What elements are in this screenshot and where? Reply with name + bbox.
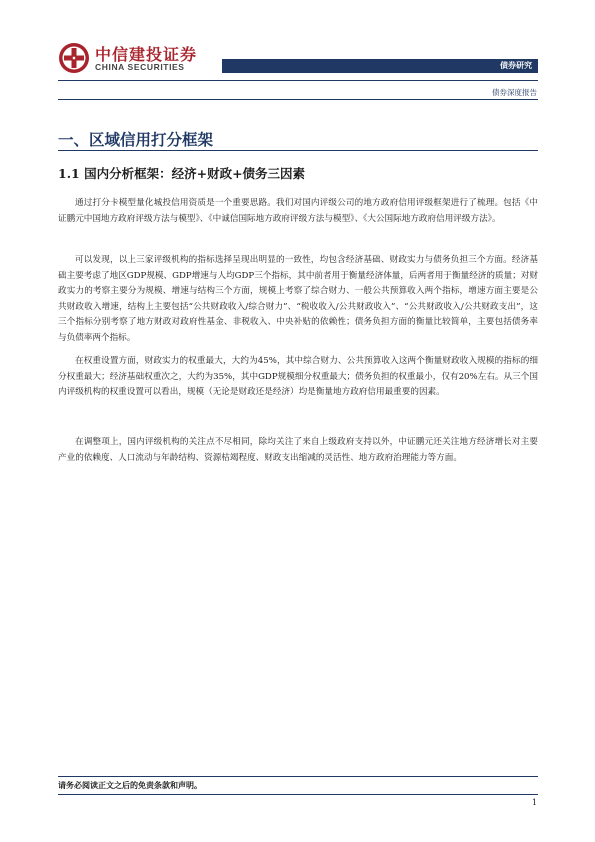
header-divider-lower <box>58 99 538 100</box>
body-paragraph-2: 可以发现，以上三家评级机构的指标选择呈现出明显的一致性，均包含经济基础、财政实力与债务负担三个方面。经济基础主要考虑了地区GDP规模、GDP增速与人均GDP三个指标，其中前者用于衡量经济体量，后两者用于衡量经济的质量；对财政实力的考察主要分为规模、增速与结构三个方面，规模上考察了综合财力、一般公共预算收入两个指标，增速方面主要是公共财政收入增速，结构上主要包括“公共财政收入/综合财力”、“税收收入/公共财政收入”、“公共财政收入/公共财政支出”，这三个指标分别考察了地方财政对政府性基金、非税收入、中央补贴的依赖性；债务负担方面的衡量比较简单，主要包括债务率与负债率两个指标。 <box>58 255 538 343</box>
company-logo <box>58 40 208 76</box>
body-paragraph-1: 通过打分卡模型量化城投信用资质是一个重要思路。我们对国内评级公司的地方政府信用评级框架进行了梳理。包括《中证鹏元中国地方政府评级方法与模型》、《中诚信国际地方政府评级方法与模型》、《大公国际地方政府信用评级方法》。 <box>58 198 538 224</box>
report-type-label: 债券深度报告 <box>492 88 537 97</box>
header-category-bar <box>222 59 538 73</box>
footer-disclaimer: 请务必阅读正文之后的免责条款和声明。 <box>58 780 202 790</box>
section-heading-rule <box>58 150 538 151</box>
section-heading: 一、区域信用打分框架 <box>58 131 214 149</box>
page-number: 1 <box>531 798 537 807</box>
footer-divider <box>58 776 538 777</box>
body-paragraph-3: 在权重设置方面，财政实力的权重最大，大约为45%，其中综合财力、公共预算收入这两个衡量财政收入规模的指标的细分权重最大；经济基础权重次之，大约为35%，其中GDP规模细分权重最大；债务负担的权重最小，仅有20%左右。从三个国内评级机构的权重设置可以看出，规模（无论是财政还是经济）均是衡量地方政府信用最重要的因素。 <box>58 356 538 397</box>
logo-chinese-name: 中信建投证券 <box>95 45 198 64</box>
footer-divider-lower <box>58 794 538 795</box>
header-category-label: 债券研究 <box>500 61 532 70</box>
citic-logo-icon <box>58 42 90 74</box>
subsection-heading: 1.1 国内分析框架：经济+财政+债务三因素 <box>58 166 306 181</box>
header-divider <box>58 80 538 81</box>
body-paragraph-4: 在调整项上，国内评级机构的关注点不尽相同，除均关注了来自上级政府支持以外，中证鹏元还关注地方经济增长对主要产业的依赖度、人口流动与年龄结构、资源枯竭程度、财政支出缩减的灵活性、地方政府治理能力等方面。 <box>58 437 538 463</box>
logo-english-name: CHINA SECURITIES <box>95 62 185 72</box>
